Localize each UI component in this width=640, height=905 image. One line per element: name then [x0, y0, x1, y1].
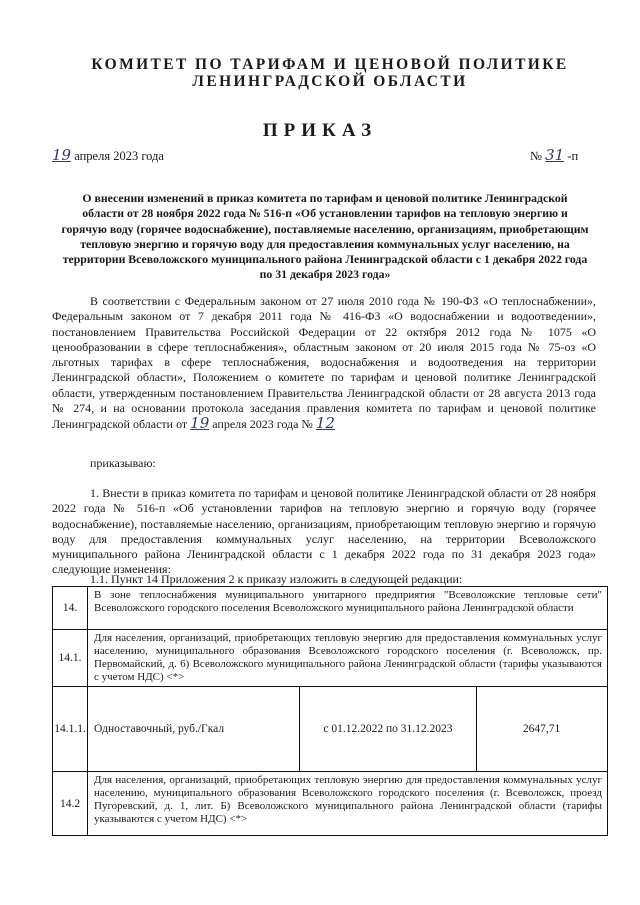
- handwritten-protocol-number: 12: [315, 414, 335, 433]
- number-suffix: -п: [567, 149, 579, 163]
- clause-1: 1. Внести в приказ комитета по тарифам и ценовой политике Ленинградской области от 28 ноября 2022 года № 516-п «Об установлении тарифов на тепловую энергию и горячую воду (горячее водоснабжение), поставляемые населению, организациям, приобретающим тепловую энергию и горячую воду для предоставления коммунальных услуг населению, на территории Всеволожского муниципального района Ленинградской области с 1 декабря 2022 года по 31 декабря 2023 года» следующие изменения:: [52, 486, 596, 577]
- order-subject: О внесении изменений в приказ комитета по тарифам и ценовой политике Ленинградской области от 28 ноября 2022 года № 516-п «Об установлении тарифов на тепловую энергию и горячую воду (горячее водоснабжение), поставляемые населению, организациям, приобретающим тепловую энергию и горячую воду для предоставления коммунальных услуг населению, на территории Всеволожского муниципального района Ленинградской области с 1 декабря 2022 года по 31 декабря 2023 года»: [61, 191, 589, 282]
- row-number: 14.1.1.: [53, 687, 88, 771]
- order-month-year: апреля 2023 года: [74, 149, 164, 163]
- tariff-value-cell: 2647,71: [522, 723, 561, 735]
- handwritten-protocol-day: 19: [190, 414, 210, 433]
- rate-type-cell: Одноставочный, руб./Гкал: [88, 687, 300, 771]
- period-cell: с 01.12.2022 по 31.12.2023: [300, 687, 477, 771]
- number-sign: №: [530, 149, 542, 163]
- row-number: 14.1.: [53, 630, 88, 686]
- order-word: приказываю:: [90, 456, 156, 470]
- preamble-date-text: апреля 2023 года №: [212, 417, 313, 432]
- document-type-title: ПРИКАЗ: [262, 120, 378, 141]
- org-title-line2: ЛЕНИНГРАДСКОЙ ОБЛАСТИ: [192, 73, 468, 90]
- table-row: [53, 687, 607, 772]
- order-number: [530, 146, 578, 164]
- preamble-text: В соответствии с Федеральным законом от 27 июля 2010 года № 190-ФЗ «О теплоснабжении», Федеральным законом от 7 декабря 2011 года № 416-ФЗ «О водоснабжении и водоотведении», постановлением Правительства Российской Федерации от 22 октября 2012 года № 1075 «О ценообразовании в сфере теплоснабжения», областным законом от 20 июля 2015 года № 75-оз «О льготных тарифах в сфере теплоснабжения, водоснабжения и водоотведения на территории Ленинградской области», Положением о комитете по тарифам и ценовой политике Ленинградской области, утвержденным постановлением Правительства Ленинградской области от 28 августа 2013 года № 274, и на основании протокола заседания правления комитета по тарифам и ценовой политике Ленинградской области от: [52, 294, 596, 432]
- table-row: [53, 772, 607, 835]
- row-description: В зоне теплоснабжения муниципального унитарного предприятия "Всеволожские тепловые сети" Всеволожского городского поселения Всеволожского муниципального района Ленинградской области: [94, 589, 602, 614]
- preamble-paragraph: [52, 294, 596, 433]
- handwritten-day: 19: [52, 146, 72, 164]
- order-date: [52, 146, 164, 164]
- table-row: [53, 630, 607, 687]
- row-description: Для населения, организаций, приобретающих тепловую энергию для предоставления коммунальных услуг населению, муниципального образования Всеволожского городского поселения (г. Всеволожск, пр. Первомайский, д. 6) Всеволожского муниципального района Ленинградской области (тарифы указываются с учетом НДС) <*>: [94, 632, 602, 683]
- tariff-table: [52, 586, 608, 836]
- table-row: [53, 587, 607, 630]
- row-number: 14.: [53, 587, 88, 629]
- row-number: 14.2: [53, 772, 88, 835]
- row-description: Для населения, организаций, приобретающих тепловую энергию для предоставления коммунальных услуг населению, муниципального образования Всеволожского городского поселения (г. Всеволожск, проезд Пугоревский, д. 1, лит. Б) Всеволожского муниципального района Ленинградской области (тарифы указываются с учетом НДС) <*>: [94, 774, 602, 825]
- org-title-line1: КОМИТЕТ ПО ТАРИФАМ И ЦЕНОВОЙ ПОЛИТИКЕ: [91, 56, 569, 73]
- clause-1-1: 1.1. Пункт 14 Приложения 2 к приказу изложить в следующей редакции:: [90, 572, 463, 586]
- handwritten-number: 31: [545, 146, 565, 164]
